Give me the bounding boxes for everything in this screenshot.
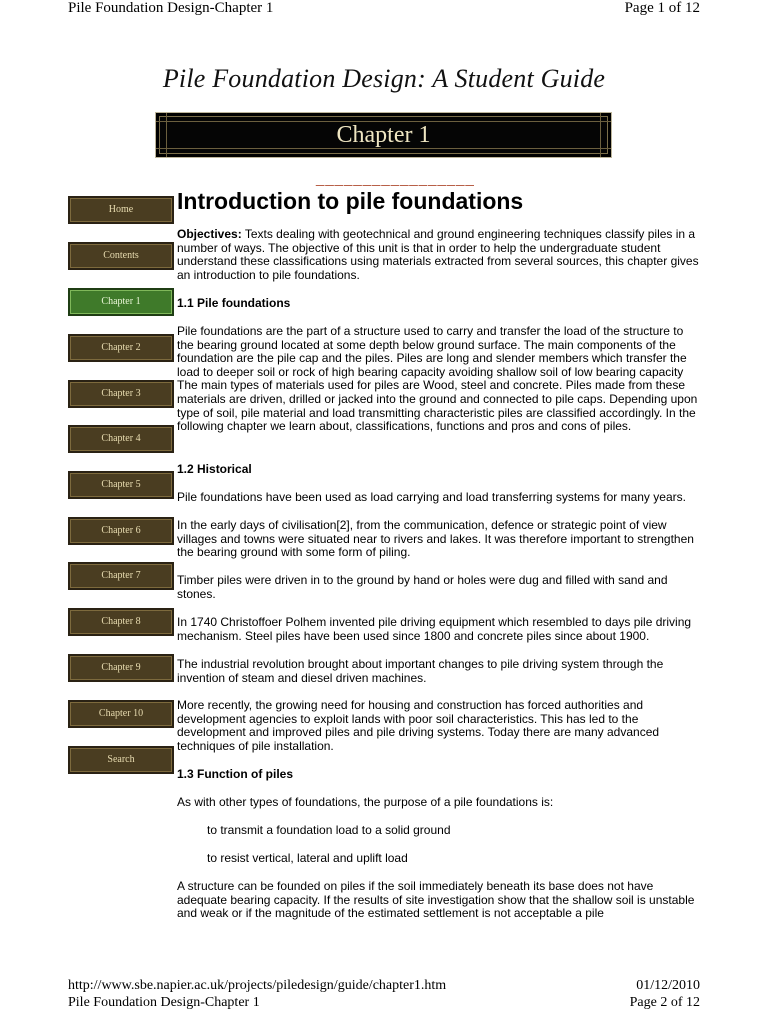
nav-button-chapter-9[interactable]: Chapter 9 (68, 654, 174, 682)
pdf-footer-date: 01/12/2010 (636, 978, 700, 993)
nav-button-search[interactable]: Search (68, 746, 174, 774)
pdf-footer-url[interactable]: http://www.sbe.napier.ac.uk/projects/piledesign/guide/chapter1.htm (68, 978, 447, 993)
main-content (177, 186, 702, 921)
nav-button-contents[interactable]: Contents (68, 242, 174, 270)
nav-button-chapter-2[interactable]: Chapter 2 (68, 334, 174, 362)
nav-button-home[interactable]: Home (68, 196, 174, 224)
section-heading-function-of-piles: 1.3 Function of piles (177, 767, 294, 781)
paragraph-function-2: A structure can be founded on piles if the soil immediately beneath its base does not have adequate bearing capacity. If the results of site investigation show that the shallow soil is unstable and weak or if the magnitude of the estimated settlement is not acceptable a pile (177, 879, 695, 921)
objectives-label: Objectives: (177, 227, 242, 241)
nav-button-chapter-5[interactable]: Chapter 5 (68, 471, 174, 499)
nav-button-chapter-8[interactable]: Chapter 8 (68, 608, 174, 636)
pdf-page-footer (68, 978, 700, 996)
function-list-item-2: to resist vertical, lateral and uplift load (207, 851, 408, 865)
paragraph-function-1: As with other types of foundations, the purpose of a pile foundations is: (177, 795, 554, 809)
paragraph-historical-2: In the early days of civilisation[2], from the communication, defence or strategic point of view villages and towns were situated near to rivers and lakes. It was therefore important to strengthen the bearing ground with some form of piling. (177, 518, 694, 560)
nav-button-chapter-4[interactable]: Chapter 4 (68, 425, 174, 453)
decorative-dash-rule: _________________ (316, 170, 475, 187)
nav-button-chapter-3[interactable]: Chapter 3 (68, 380, 174, 408)
pdf-header-title: Pile Foundation Design-Chapter 1 (68, 0, 274, 16)
guide-title: Pile Foundation Design: A Student Guide (162, 64, 606, 93)
nav-button-chapter-10[interactable]: Chapter 10 (68, 700, 174, 728)
paragraph-historical-5: The industrial revolution brought about important changes to pile driving system through the invention of steam and diesel driven machines. (177, 657, 664, 685)
section-heading-historical: 1.2 Historical (177, 462, 252, 476)
function-list-item-1: to transmit a foundation load to a solid ground (207, 823, 451, 837)
pdf-header-page-label: Page 1 of 12 (624, 0, 700, 16)
chapter-banner-label: Chapter 1 (336, 122, 431, 148)
paragraph-historical-1: Pile foundations have been used as load carrying and load transferring systems for many years. (177, 490, 686, 504)
paragraph-historical-3: Timber piles were driven in to the ground by hand or holes were dug and filled with sand and stones. (177, 573, 668, 601)
pdf-next-header-page-label: Page 2 of 12 (629, 995, 700, 1010)
objectives-paragraph (177, 228, 702, 282)
section-heading-pile-foundations: 1.1 Pile foundations (177, 296, 291, 310)
paragraph-historical-4: In 1740 Christoffoer Polhem invented pile driving equipment which resembled to days pile driving mechanism. Steel piles have been used since 1800 and concrete piles since about 1900. (177, 615, 692, 643)
chapter-banner (155, 112, 612, 158)
nav-button-chapter-1[interactable]: Chapter 1 (68, 288, 174, 316)
page-heading: Introduction to pile foundations (177, 188, 524, 214)
pdf-next-page-header (68, 995, 700, 1013)
pdf-next-header-title: Pile Foundation Design-Chapter 1 (68, 995, 260, 1010)
pdf-page-header (68, 0, 700, 20)
paragraph-pile-foundations: Pile foundations are the part of a structure used to carry and transfer the load of the structure to the bearing ground located at some depth below ground surface. The main components of the foundation are the pile cap and the piles. Piles are long and slender members which transfer the load to deeper soil or rock of high bearing capacity avoiding shallow soil of low bearing capacity The main types of materials used for piles are Wood, steel and concrete. Piles made from these materials are driven, drilled or jacked into the ground and connected to pile caps. Depending upon type of soil, pile material and load transmitting characteristic piles are classified accordingly. In the following chapter we learn about, classifications, functions and pros and cons of piles. (177, 324, 698, 434)
nav-button-chapter-7[interactable]: Chapter 7 (68, 562, 174, 590)
nav-button-chapter-6[interactable]: Chapter 6 (68, 517, 174, 545)
paragraph-historical-6: More recently, the growing need for housing and construction has forced authorities and development agencies to exploit lands with poor soil characteristics. This has led to the development and improved piles and pile driving systems. Today there are many advanced techniques of pile installation. (177, 698, 660, 753)
objectives-text: Texts dealing with geotechnical and ground engineering techniques classify piles in a number of ways. The objective of this unit is that in order to help the undergraduate student understand these classifications using materials extracted from several sources, this chapter gives an introduction to pile foundations. (177, 227, 699, 282)
